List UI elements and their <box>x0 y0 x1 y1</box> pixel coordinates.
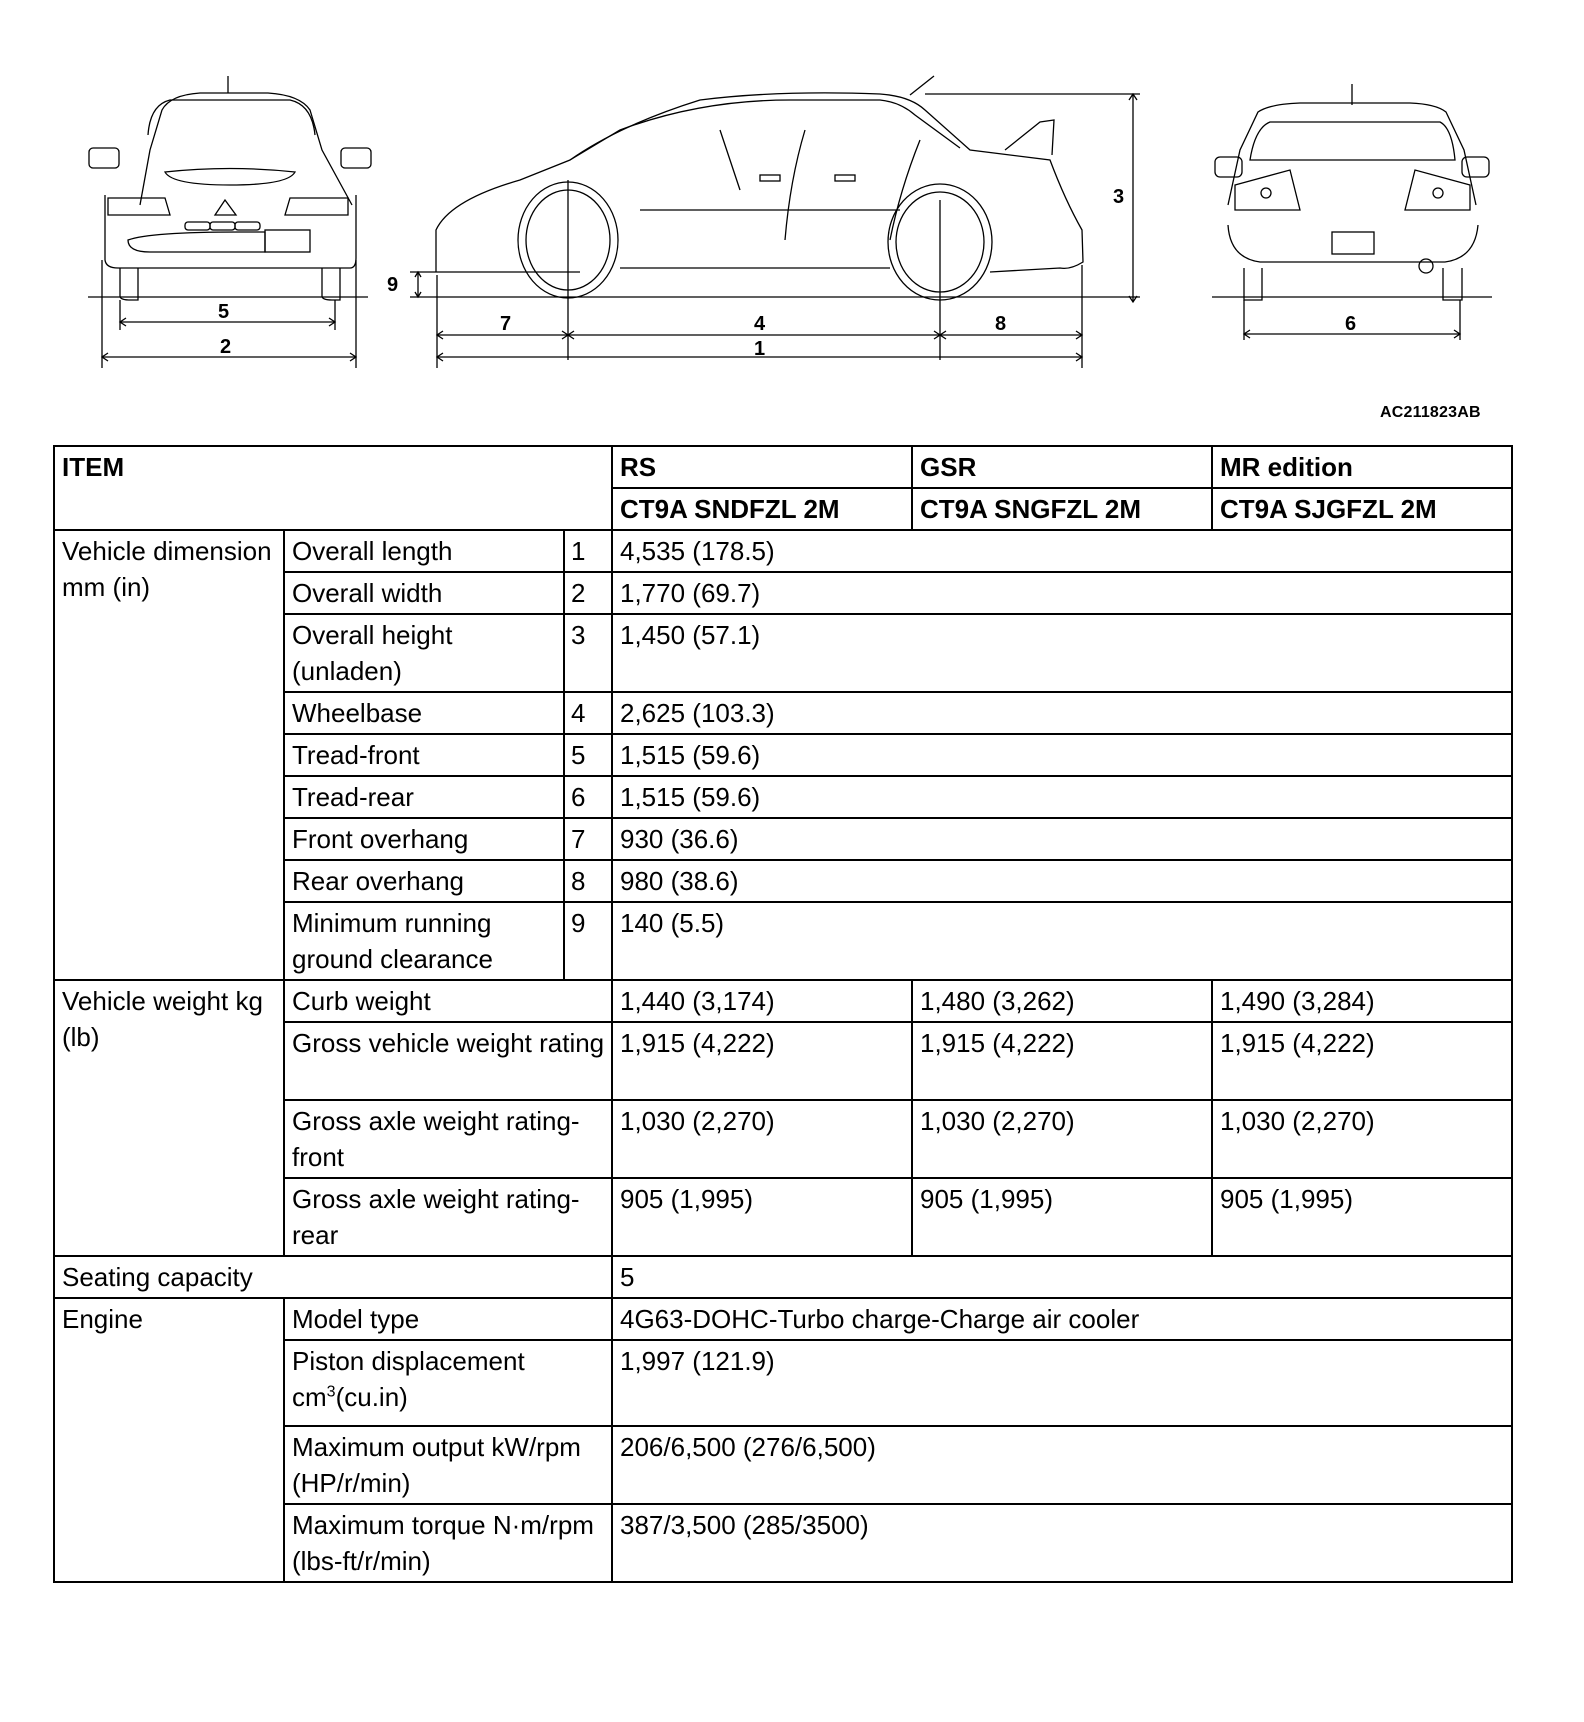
seating-label: Seating capacity <box>54 1256 612 1298</box>
unit-post: (cu.in) <box>335 1382 408 1412</box>
figure-code: AC211823AB <box>1380 404 1481 421</box>
item-value: 387/3,500 (285/3500) <box>612 1504 1512 1582</box>
dim-label-7: 7 <box>500 313 512 335</box>
item-label: Tread-rear <box>284 776 564 818</box>
value-gsr: 1,030 (2,270) <box>912 1100 1212 1178</box>
dim-label-2: 2 <box>220 336 232 358</box>
model-code-gsr: CT9A SNGFZL 2M <box>912 488 1212 530</box>
value-mr: 905 (1,995) <box>1212 1178 1512 1256</box>
table-row <box>54 980 1512 1022</box>
model-code-mr: CT9A SJGFZL 2M <box>1212 488 1512 530</box>
table-row <box>54 1256 1512 1298</box>
value-rs: 1,030 (2,270) <box>612 1100 912 1178</box>
item-label: Maximum output kW/rpm (HP/r/min) <box>284 1426 612 1504</box>
item-number: 9 <box>564 902 612 980</box>
specification-table <box>53 445 1513 1583</box>
value-mr: 1,490 (3,284) <box>1212 980 1512 1022</box>
value-rs: 1,915 (4,222) <box>612 1022 912 1100</box>
item-label: Minimum running ground clearance <box>284 902 564 980</box>
item-label: Maximum torque N·m/rpm (lbs-ft/r/min) <box>284 1504 612 1582</box>
item-number: 3 <box>564 614 612 692</box>
item-number: 5 <box>564 734 612 776</box>
dim-label-1: 1 <box>754 338 766 360</box>
unit-pre: cm <box>292 1382 327 1412</box>
group-label-weight: Vehicle weight kg (lb) <box>54 980 284 1256</box>
item-label: Gross axle weight rating-front <box>284 1100 612 1178</box>
group-label-engine: Engine <box>54 1298 284 1582</box>
value-mr: 1,030 (2,270) <box>1212 1100 1512 1178</box>
item-value: 4,535 (178.5) <box>612 530 1512 572</box>
item-label: Curb weight <box>284 980 612 1022</box>
value-mr: 1,915 (4,222) <box>1212 1022 1512 1100</box>
item-value: 206/6,500 (276/6,500) <box>612 1426 1512 1504</box>
unit-superscript: 3 <box>326 1383 336 1401</box>
side-view-drawing <box>410 76 1140 368</box>
dim-label-9: 9 <box>387 274 399 296</box>
dim-label-4: 4 <box>754 313 766 335</box>
group-label-dimension: Vehicle dimension mm (in) <box>54 530 284 980</box>
item-label: Tread-front <box>284 734 564 776</box>
table-row <box>54 1298 1512 1340</box>
value-gsr: 905 (1,995) <box>912 1178 1212 1256</box>
rear-view-drawing <box>1212 84 1492 340</box>
item-label: Model type <box>284 1298 612 1340</box>
item-number: 2 <box>564 572 612 614</box>
dim-label-3: 3 <box>1113 186 1125 208</box>
item-label: Piston displacement <box>292 1346 525 1376</box>
dim-label-5: 5 <box>218 301 230 323</box>
value-gsr: 1,480 (3,262) <box>912 980 1212 1022</box>
model-code-rs: CT9A SNDFZL 2M <box>612 488 912 530</box>
dimension-labels <box>218 186 1356 360</box>
front-view-drawing <box>88 76 371 368</box>
item-number: 7 <box>564 818 612 860</box>
item-label: Gross vehicle weight rating <box>284 1022 612 1100</box>
grade-mr: MR edition <box>1212 446 1512 488</box>
item-value: 1,997 (121.9) <box>612 1340 1512 1426</box>
item-header: ITEM <box>54 446 612 530</box>
item-value: 4G63-DOHC-Turbo charge-Charge air cooler <box>612 1298 1512 1340</box>
item-value: 1,450 (57.1) <box>612 614 1512 692</box>
item-label: Overall height (unladen) <box>284 614 564 692</box>
item-label: Front overhang <box>284 818 564 860</box>
dim-label-6: 6 <box>1345 313 1357 335</box>
item-number: 4 <box>564 692 612 734</box>
dim-label-8: 8 <box>995 313 1007 335</box>
grade-rs: RS <box>612 446 912 488</box>
item-value: 980 (38.6) <box>612 860 1512 902</box>
item-label: Wheelbase <box>284 692 564 734</box>
item-value: 1,515 (59.6) <box>612 734 1512 776</box>
item-value: 1,515 (59.6) <box>612 776 1512 818</box>
item-label: Gross axle weight rating-rear <box>284 1178 612 1256</box>
item-label: Rear overhang <box>284 860 564 902</box>
item-label: Overall width <box>284 572 564 614</box>
header-row-grade <box>54 446 1512 488</box>
vehicle-dimension-diagrams <box>0 0 1584 430</box>
item-label: Overall length <box>284 530 564 572</box>
value-rs: 905 (1,995) <box>612 1178 912 1256</box>
car-outline-drawings <box>0 0 1584 430</box>
value-gsr: 1,915 (4,222) <box>912 1022 1212 1100</box>
item-label-piston-displacement <box>284 1340 612 1426</box>
item-value: 1,770 (69.7) <box>612 572 1512 614</box>
grade-gsr: GSR <box>912 446 1212 488</box>
seating-value: 5 <box>612 1256 1512 1298</box>
item-value: 2,625 (103.3) <box>612 692 1512 734</box>
item-number: 1 <box>564 530 612 572</box>
item-number: 6 <box>564 776 612 818</box>
table-row <box>54 530 1512 572</box>
item-value: 930 (36.6) <box>612 818 1512 860</box>
item-value: 140 (5.5) <box>612 902 1512 980</box>
value-rs: 1,440 (3,174) <box>612 980 912 1022</box>
item-number: 8 <box>564 860 612 902</box>
